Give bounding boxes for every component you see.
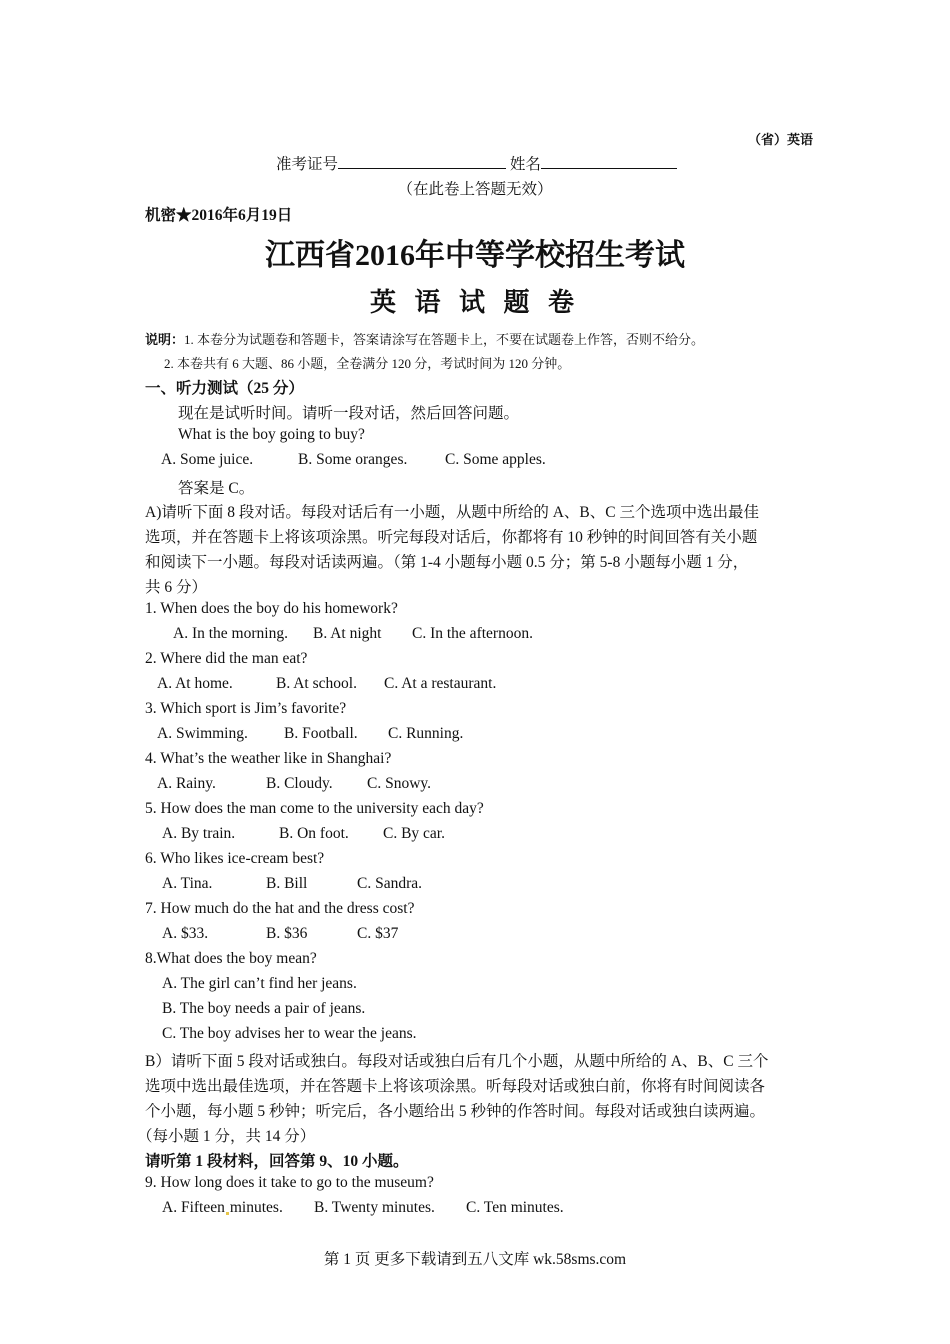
name-label: 姓名 [509, 156, 541, 173]
q5-option-b: B. On foot. [279, 825, 349, 842]
instructions-text-1: 1. 本卷分为试题卷和答题卡，答案请涂写在答题卡上，不要在试题卷上作答，否则不给分。 [184, 332, 705, 347]
q4-option-b: B. Cloudy. [266, 775, 333, 792]
province-subject-label: （省）英语 [748, 132, 814, 147]
part-a-line: A)请听下面 8 段对话。每段对话后有一小题，从题中所给的 A、B、C 三个选项中选出最佳 [145, 504, 759, 521]
q1-option-a: A. In the morning. [173, 625, 288, 642]
q7-option-c: C. $37 [357, 925, 399, 942]
q3-option-b: B. Football. [284, 725, 358, 742]
q4-option-c: C. Snowy. [367, 775, 432, 792]
q3-option-a: A. Swimming. [157, 725, 248, 742]
q6-option-a: A. Tina. [162, 875, 213, 892]
q1-option-b: B. At night [313, 625, 382, 642]
q1-option-c: C. In the afternoon. [412, 625, 533, 642]
q9-option-c: C. Ten minutes. [466, 1199, 564, 1216]
question-8: 8.What does the boy mean? [145, 950, 317, 967]
q8-option-a: A. The girl can’t find her jeans. [162, 975, 357, 992]
q8-option-b: B. The boy needs a pair of jeans. [162, 1000, 366, 1017]
material-1-heading: 请听第 1 段材料，回答第 9、10 小题。 [145, 1153, 409, 1170]
instructions-line-1 [145, 329, 704, 348]
part-a-line: 和阅读下一小题。每段对话读两遍。（第 1-4 小题每小题 0.5 分；第 5-8 小题每小题 1 分， [145, 554, 749, 571]
q6-option-b: B. Bill [266, 875, 308, 892]
id-line [276, 152, 677, 174]
q2-option-c: C. At a restaurant. [384, 675, 497, 692]
q7-option-a: A. $33. [162, 925, 209, 942]
paper-subtitle: 英 语 试 题 卷 [369, 288, 580, 317]
section-1-heading: 一、听力测试（25 分） [145, 380, 304, 397]
question-6: 6. Who likes ice-cream best? [145, 850, 325, 867]
q4-option-a: A. Rainy. [157, 775, 216, 792]
stray-mark [226, 1212, 229, 1215]
sample-answer: 答案是 C。 [178, 480, 255, 497]
exam-number-blank [338, 154, 506, 169]
part-b-line: 个小题，每小题 5 秒钟；听完后，各小题给出 5 秒钟的作答时间。每段对话或独白读两遍。 [145, 1103, 766, 1120]
q9-option-a-part1: A. Fifteen [162, 1199, 225, 1216]
confidential-date: 机密★2016年6月19日 [145, 207, 293, 224]
name-blank [541, 154, 677, 169]
question-3: 3. Which sport is Jim’s favorite? [145, 700, 347, 717]
q6-option-c: C. Sandra. [357, 875, 423, 892]
question-4: 4. What’s the weather like in Shanghai? [145, 750, 392, 767]
instructions-label: 说明： [145, 332, 185, 347]
sample-intro: 现在是试听时间。请听一段对话，然后回答问题。 [178, 405, 520, 422]
part-b-line: （每小题 1 分，共 14 分） [137, 1128, 316, 1145]
q9-option-a [162, 1199, 283, 1217]
q5-option-c: C. By car. [383, 825, 445, 842]
page-footer: 第 1 页 更多下载请到五八文库 wk.58sms.com [323, 1251, 627, 1268]
question-5: 5. How does the man come to the university each day? [145, 800, 484, 817]
q9-option-b: B. Twenty minutes. [314, 1199, 435, 1216]
q9-option-a-part2: minutes. [229, 1199, 283, 1216]
part-b-line: 选项中选出最佳选项，并在答题卡上将该项涂黑。听每段对话或独白前，你将有时间阅读各 [145, 1078, 766, 1095]
sample-option-b: B. Some oranges. [298, 451, 408, 468]
q7-option-b: B. $36 [266, 925, 308, 942]
question-2: 2. Where did the man eat? [145, 650, 308, 667]
sample-option-c: C. Some apples. [445, 451, 546, 468]
exam-number-label: 准考证号 [276, 156, 339, 173]
question-9: 9. How long does it take to go to the museum? [145, 1174, 434, 1191]
sample-option-a: A. Some juice. [161, 451, 254, 468]
part-b-line: B）请听下面 5 段对话或独白。每段对话或独白后有几个小题，从题中所给的 A、B、C 三个 [145, 1053, 769, 1070]
q2-option-b: B. At school. [276, 675, 357, 692]
q8-option-c: C. The boy advises her to wear the jeans. [162, 1025, 417, 1042]
part-a-line: 选项，并在答题卡上将该项涂黑。听完每段对话后，你都将有 10 秒钟的时间回答有关小题 [145, 529, 758, 546]
instructions-line-2: 2. 本卷共有 6 大题、86 小题，全卷满分 120 分，考试时间为 120 分钟。 [164, 356, 571, 371]
part-a-line: 共 6 分） [145, 579, 208, 596]
q2-option-a: A. At home. [157, 675, 233, 692]
sample-question: What is the boy going to buy? [178, 426, 365, 443]
invalid-note: （在此卷上答题无效） [397, 181, 553, 198]
q3-option-c: C. Running. [388, 725, 464, 742]
question-7: 7. How much do the hat and the dress cost? [145, 900, 415, 917]
q5-option-a: A. By train. [162, 825, 236, 842]
exam-title: 江西省2016年中等学校招生考试 [265, 239, 685, 272]
question-1: 1. When does the boy do his homework? [145, 600, 398, 617]
